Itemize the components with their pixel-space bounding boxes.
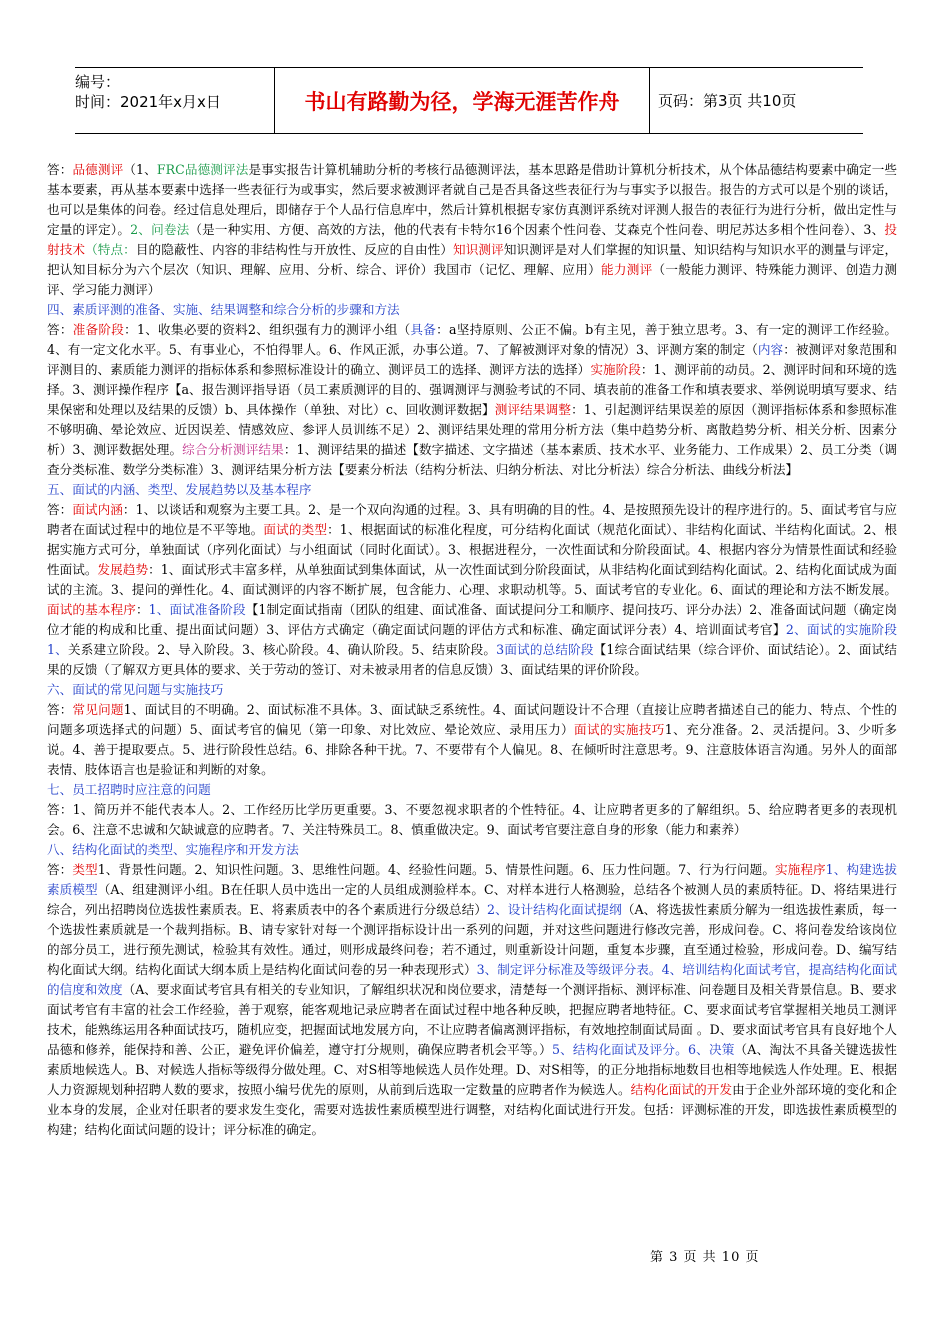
time-label: 时间：2021年x月x日 [75, 93, 221, 111]
text-run: 面试的基本程序 [47, 602, 136, 617]
text-run: 目的隐蔽性、内容的非结构性与开放性、反应的自由性） [135, 242, 454, 257]
text-run: 3面试的总结阶段 [496, 642, 594, 657]
text-run: 具备 [410, 322, 437, 337]
text-run: 内容 [757, 342, 784, 357]
text-run: 【1综合面试结果（综合评价、面试结论）。2、面试结果的反馈（了解双方更具体的要求、关于劳动的签订、对未被录用者的信息反馈）3、面试结果的评价阶段。 [47, 642, 897, 677]
text-run: 答： [47, 702, 73, 717]
paragraph [47, 800, 897, 840]
paragraph [47, 320, 897, 480]
text-run: （1、 [123, 162, 157, 177]
text-run: 答： [47, 502, 73, 517]
motto: 书山有路勤为径，学海无涯苦作舟 [275, 68, 650, 133]
paragraph [47, 160, 897, 300]
page-label: 页码：第3页 共10页 [658, 92, 797, 110]
section-heading: 七、员工招聘时应注意的问题 [47, 782, 211, 797]
page-footer: 第 3 页 共 10 页 [650, 1250, 760, 1265]
document-body [47, 160, 897, 1140]
text-run: 实施阶段 [590, 362, 641, 377]
text-run: 面试的实施技巧 [574, 722, 665, 737]
text-run: ：1、测评结果的描述【数字描述、文字描述（基本素质、技术水平、业务能力、工作成果）2、员工分类（调查分类标准、数学分类标准）3、测评结果分析方法【要素分析法（结构分析法、归纳分析法、对比分析法）综合分析法、曲线分析法】 [47, 442, 898, 477]
text-run: ：被测评对象范围和评测目的、素质能力测评的指标体系和参照标准设计的确立、测评员工的选择、测评方法的选择） [47, 342, 898, 377]
text-run: ：a坚持原则、公正不偏。b有主见，善于独立思考。3、有一定的测评工作经验。4、有一定文化水平。5、有事业心，不怕得罪人。6、作风正派，办事公道。7、了解被测评对象的情况）3、评测方案的制定（ [47, 322, 898, 357]
text-run: 1、构建选拔素质模型 [47, 862, 898, 897]
text-run: 常见问题 [72, 702, 124, 717]
text-run: （特点： [85, 242, 136, 257]
text-run: 结构化面试的开发 [630, 1082, 733, 1097]
text-run: 答： [47, 162, 73, 177]
text-run: 是事实报告计算机辅助分析的考核行品德测评法，基本思路是借助计算机分析技术，从个体品德结构要素中确定一些基本要素，再从基本要素中选择一些表征行为或事实，然后要求被测评者就自己是否具备这些表征行为与事实予以报告。报告的方式可以是个别的谈话，也可以是集体的问卷。经过信息处理后，即储存于个人品行信息库中，然后计算机根据专家仿真测评系统对评测人报告的表征行为进行分析，做出定性与定量的评定）。 [47, 162, 897, 237]
text-run: 综合分析测评结果 [182, 442, 284, 457]
text-run: 答：1、简历并不能代表本人。2、工作经历比学历更重要。3、不要忽视求职者的个性特征。4、让应聘者更多的了解组织。5、给应聘者更多的表现机会。6、注意不忠诚和欠缺诚意的应聘者。7、关注特殊员工。8、慎重做决定。9、面试考官要注意自身的形象（能力和素养） [47, 802, 897, 837]
text-run: （是一种实用、方便、高效的方法，他的代表有卡特尔16个因素个性问卷、艾森克个性问卷、明尼苏达多相个性问卷）、3、 [189, 222, 885, 237]
text-run: 发展趋势 [97, 562, 149, 577]
text-run: ：1、面试形式丰富多样，从单独面试到集体面试，从一次性面试到分阶段面试，从非结构化面试到结构化面试。2、结构化面试成为面试的主流。3、提问的弹性化。4、面试测评的内容不断扩展，包含能力、心理、求职动机等。5、面试考官的专业化。6、面试的理论和方法不断发展。 [47, 562, 898, 597]
text-run: 关系建立阶段。2、导入阶段。3、核心阶段。4、确认阶段。5、结束阶段。 [67, 642, 497, 657]
header-meta [75, 68, 275, 133]
paragraph [47, 700, 897, 780]
text-run: 2、面试的实施阶段1、 [47, 622, 897, 657]
text-run: FRC品德测评法 [156, 162, 249, 177]
text-run: （一般能力测评、特殊能力测评、创造力测评、学习能力测评） [47, 262, 898, 297]
text-run: 4、培训结构化面试考官，提高结构化面试的信度和效度 [47, 962, 898, 997]
text-run: ： [135, 602, 149, 617]
text-run: （A、组建测评小组。B在任职人员中选出一定的人员组成测验样本。C、对样本进行人格测验，总结各个被测人员的素质特征。D、将结果进行综合，列出招聘岗位选拔性素质表。E、将素质表中的各个素质进行分级总结） [47, 882, 897, 917]
text-run: （A、淘汰不具备关键选拔性素质地候选人。B、对候选人指标等级得分做处理。C、对S相等地候选人员作处理。D、对S相等，的正分地指标地数目也相等地候选人作处理。E、根据人力资源规划种招聘人数的要求，按照小编号优先的原则，从前到后选取一定数量的应聘者作为候选人。 [47, 1042, 897, 1097]
text-run: ：1、以谈话和观察为主要工具。2、是一个双向沟通的过程。3、具有明确的目的性。4、是按照预先设计的程序进行的。5、面试考官与应聘者在面试过程中的地位是不平等地。 [47, 502, 897, 537]
section-heading: 六、面试的常见问题与实施技巧 [47, 682, 224, 697]
text-run: （A、要求面试考官具有相关的专业知识，了解组织状况和岗位要求，清楚每一个测评指标、测评标准、问卷题目及相关背景信息。B、要求面试考官有丰富的社会工作经验，善于观察，能客观地记录应聘者在面试过程中地各种反映，把握应聘者地特征。C、要求面试考官掌握相关地员工测评技术，能熟练运用各种面试技巧，随机应变，把握面试地发展方向，不让应聘者偏离测评指标，有效地控制面试局面 。D、要求面试考官具有良好地个人品德和修养，能保持和善、公正，避免评价偏差，遵守打分规则，确保应聘者机会平等。） [47, 982, 897, 1057]
text-run: 面试的类型 [263, 522, 328, 537]
text-run: ：1、测评前的动员。2、测评时间和环境的选择。3、测评操作程序【a、报告测评指导语（员工素质测评的目的、强调测评与测验考试的不同、填表前的准备工作和填表要求、举例说明填写要求、结果保密和处理以及结果的反馈）b、具体操作（单独、对比）c、回收测评数据】 [47, 362, 898, 417]
paragraph [47, 860, 897, 1140]
text-run: （A、将选拔性素质分解为一组选拔性素质，每一个选拔性素质就是一个裁判指标。B、请专家针对每一个测评指标设计出一系列的问题，并对这些问题进行修改完善，形成问卷。C、将问卷发给该岗位的部分员工，进行预先测试，检验其有效性。通过，则形成最终问卷；若不通过，则重新设计问题，重复本步骤，直至通过检验，形成问卷。D、编写结构化面试大纲。结构化面试大纲本质上是结构化面试问卷的另一种表现形式） [47, 902, 897, 977]
section-heading: 八、结构化面试的类型、实施程序和开发方法 [47, 842, 299, 857]
text-run: 类型 [72, 862, 98, 877]
text-run: 答： [47, 862, 73, 877]
paragraph [47, 500, 897, 680]
text-run: ：1、引起测评结果误差的原因（测评指标体系和参照标准不够明确、晕论效应、近因误差、情感效应、参评人员训练不足）2、测评结果处理的常用分析方法（集中趋势分析、离散趋势分析、相关分析、因素分析）3、测评数据处理。 [47, 402, 898, 457]
text-run: 1、充分准备。2、灵活提问。3、少听多说。4、善于提取要点。5、进行阶段性总结。6、排除各种干扰。7、不要带有个人偏见。8、在倾听时注意思考。9、注意肢体语言沟通。另外人的面部表情、肢体语言也是验证和判断的对象。 [47, 722, 898, 777]
text-run: 品德测评 [72, 162, 124, 177]
text-run: 知识测评 [453, 242, 504, 257]
text-run: 测评结果调整 [494, 402, 572, 417]
text-run: 1、面试准备阶段 [148, 602, 246, 617]
text-run: 2、问卷法 [130, 222, 190, 237]
section-heading: 五、面试的内涵、类型、发展趋势以及基本程序 [47, 482, 312, 497]
text-run: 面试内涵 [72, 502, 123, 517]
text-run: 知识测评是对人们掌握的知识量、知识结构与知识水平的测量与评定，把认知目标分为六个层次（知识、理解、应用、分析、综合、评价）我国市（记忆、理解、应用） [47, 242, 898, 277]
text-run: 实施程序 [775, 862, 826, 877]
text-run: 投射技术 [47, 222, 897, 257]
section-heading: 四、素质评测的准备、实施、结果调整和综合分析的步骤和方法 [47, 302, 400, 317]
text-run: 1、面试目的不明确。2、面试标准不具体。3、面试缺乏系统性。4、面试问题设计不合理（直接让应聘者描述自己的能力、特点、个性的问题多项选择式的问题）5、面试考官的偏见（第一印象、对比效应、晕论效应、录用压力） [47, 702, 897, 737]
page-header [75, 67, 863, 134]
number-label: 编号： [75, 73, 121, 91]
text-run: 准备阶段 [72, 322, 125, 337]
text-run: 3、制定评分标准及等级评分表。 [476, 962, 662, 977]
text-run: 能力测评 [600, 262, 653, 277]
text-run: 6、决策 [687, 1042, 735, 1057]
text-run: ：1、根据面试的标准化程度，可分结构化面试（规范化面试）、非结构化面试、半结构化面试。2、根据实施方式可分，单独面试（序列化面试）与小组面试（同时化面试）。3、根据进程分，一次性面试和分阶段面试。4、根据内容分为情景性面试和经验性面试。 [47, 522, 898, 577]
text-run: 由于企业外部环境的变化和企业本身的发展，企业对任职者的要求发生变化，需要对选拔性素质模型进行调整，对结构化面试进行开发。包括：评测标准的开发，即选拔性素质模型的构建；结构化面试问题的设计；评分标准的确定。 [47, 1082, 898, 1137]
text-run: ：1、收集必要的资料2、组织强有力的测评小组（ [124, 322, 411, 337]
text-run: 1、背景性问题。2、知识性问题。3、思维性问题。4、经验性问题。5、情景性问题。6、压力性问题。7、行为行问题。 [97, 862, 775, 877]
text-run: 答： [47, 322, 73, 337]
text-run: 2、设计结构化面试提纲 [487, 902, 622, 917]
text-run: 【1制定面试指南（团队的组建、面试准备、面试提问分工和顺序、提问技巧、评分办法）2、准备面试问题（确定岗位才能的构成和比重、提出面试问题）3、评估方式确定（确定面试问题的评估方式和标准、确定面试评分表）4、培训面试考官】 [47, 602, 898, 637]
text-run: 5、结构化面试及评分。 [551, 1042, 688, 1057]
